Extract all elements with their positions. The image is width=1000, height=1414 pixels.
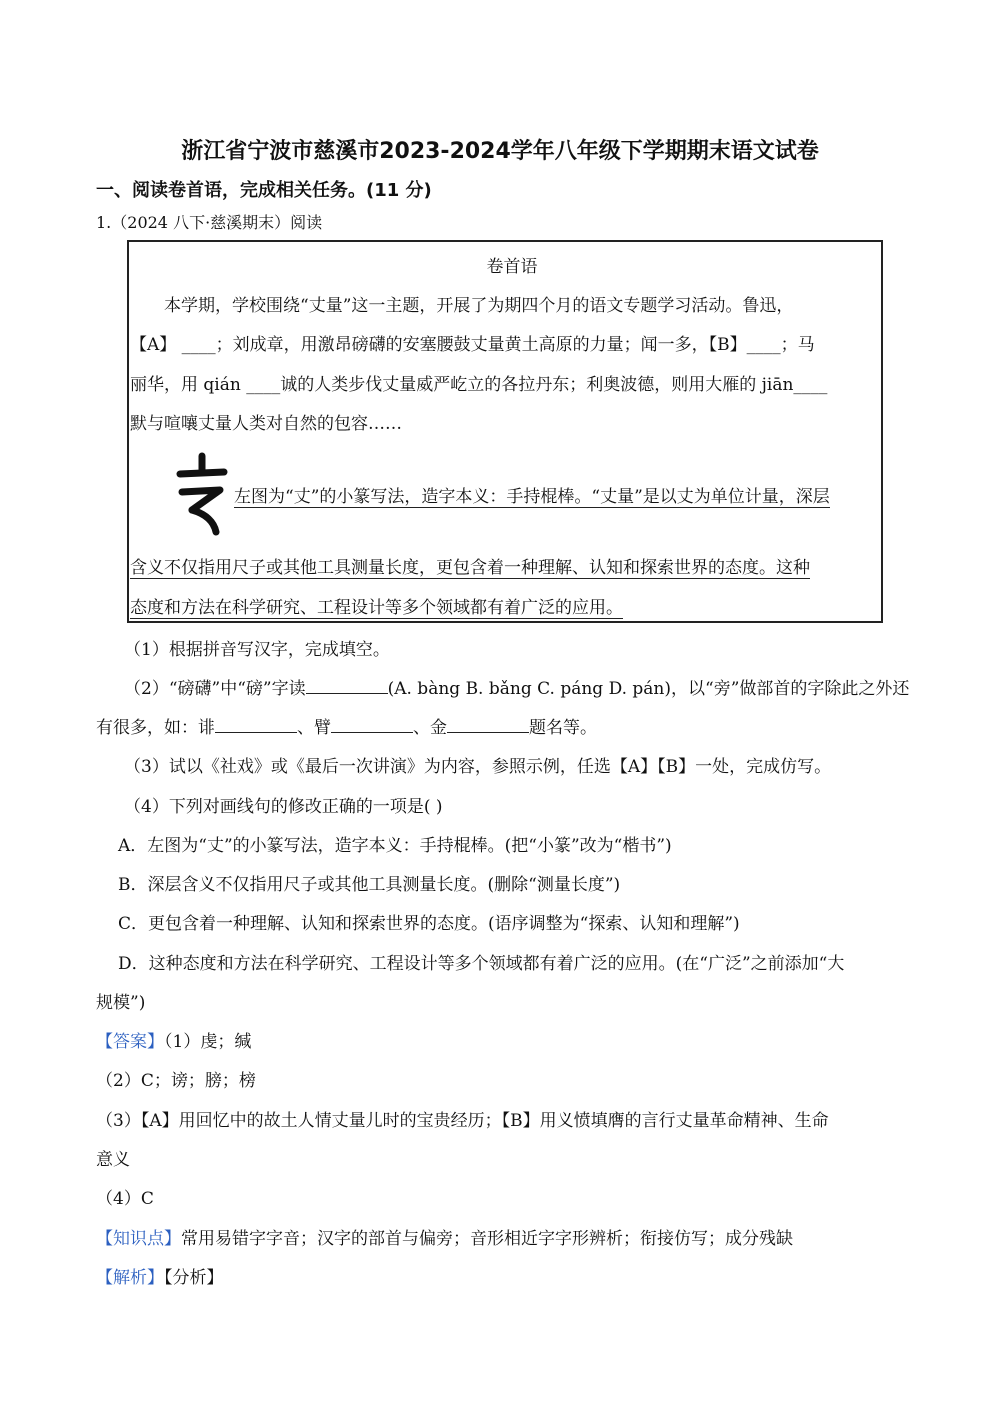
knowledge-text: 常用易错字字音；汉字的部首与偏旁；音形相近字字形辨析；衔接仿写；成分残缺 <box>181 1229 793 1249</box>
answer-4: （4）C <box>96 1189 154 1209</box>
answer-3-continued: 意义 <box>96 1150 130 1170</box>
question-source: （2024 八下·慈溪期末）阅读 <box>111 213 323 232</box>
analysis <box>96 1263 224 1288</box>
answer-blank[interactable] <box>215 716 297 733</box>
q2-text-e: 、金 <box>413 718 447 738</box>
question-number: 1. <box>96 213 112 232</box>
question-header <box>96 210 322 233</box>
passage-line-2: 【A】 ____；刘成章，用激昂磅礴的安塞腰鼓丈量黄土高原的力量；闻一多，【B】____；马 <box>130 335 815 355</box>
knowledge-points <box>96 1224 793 1249</box>
analysis-text: 【分析】 <box>164 1268 224 1288</box>
seal-script-glyph-image <box>172 452 232 536</box>
passage-line-4: 默与喧嚷丈量人类对自然的包容…… <box>130 414 402 434</box>
q2-text-c: 有很多，如：诽 <box>96 718 215 738</box>
subquestion-4: （4）下列对画线句的修改正确的一项是( ) <box>124 797 443 817</box>
underlined-text-3: 态度和方法在科学研究、工程设计等多个领域都有着广泛的应用。 <box>130 598 623 618</box>
answer-blank[interactable] <box>447 716 529 733</box>
underlined-text-2: 含义不仅指用尺子或其他工具测量长度，更包含着一种理解、认知和探索世界的态度。这种 <box>130 558 810 578</box>
subquestion-3: （3）试以《社戏》或《最后一次讲演》为内容，参照示例，任选【A】【B】一处，完成仿写。 <box>124 757 832 777</box>
underlined-sentence-3 <box>130 593 623 618</box>
q2-text-b: (A. bàng B. bǎng C. páng D. pán)，以“旁”做部首的字除此之外还 <box>387 679 910 699</box>
knowledge-label: 【知识点】 <box>96 1229 181 1249</box>
passage-box-title: 卷首语 <box>486 257 538 277</box>
answer-blank[interactable] <box>306 677 388 694</box>
option-d[interactable]: D．这种态度和方法在科学研究、工程设计等多个领域都有着广泛的应用。(在“广泛”之前添加“大 <box>118 954 845 974</box>
subquestion-2-continued <box>96 713 597 738</box>
option-c[interactable]: C．更包含着一种理解、认知和探索世界的态度。(语序调整为“探索、认知和理解”) <box>118 914 740 934</box>
passage-line-1: 本学期，学校围绕“丈量”这一主题，开展了为期四个月的语文专题学习活动。鲁迅， <box>164 296 794 316</box>
subquestion-2 <box>124 674 909 699</box>
subquestion-1: （1）根据拼音写汉字，完成填空。 <box>124 640 390 660</box>
underlined-text-1: 左图为“丈”的小篆写法，造字本义：手持棍棒。“丈量”是以丈为单位计量，深层 <box>234 487 830 507</box>
page-title: 浙江省宁波市慈溪市2023-2024学年八年级下学期期末语文试卷 <box>181 139 819 164</box>
answer-blank[interactable] <box>331 716 413 733</box>
analysis-label: 【解析】 <box>96 1268 164 1288</box>
section-heading: 一、阅读卷首语，完成相关任务。(11 分) <box>96 180 432 201</box>
q2-text-a: （2）“磅礴”中“磅”字读 <box>124 679 306 699</box>
answer-line-1 <box>96 1027 251 1052</box>
option-b[interactable]: B．深层含义不仅指用尺子或其他工具测量长度。(删除“测量长度”) <box>118 875 621 895</box>
answer-2: （2）C；谤；膀；榜 <box>96 1071 256 1091</box>
option-d-continued: 规模”) <box>96 993 146 1013</box>
option-a[interactable]: A．左图为“丈”的小篆写法，造字本义：手持棍棒。(把“小篆”改为“楷书”) <box>118 836 672 856</box>
answer-3: （3）【A】用回忆中的故土人情丈量儿时的宝贵经历；【B】用义愤填膺的言行丈量革命精神、生命 <box>96 1111 829 1131</box>
answer-label: 【答案】 <box>96 1032 164 1052</box>
underlined-sentence-2 <box>130 553 810 578</box>
answer-1: （1）虔；缄 <box>164 1032 252 1052</box>
q2-text-d: 、臂 <box>297 718 331 738</box>
q2-text-f: 题名等。 <box>529 718 597 738</box>
underlined-sentence-1 <box>234 482 830 507</box>
passage-line-3: 丽华，用 qián ____诚的人类步伐丈量威严屹立的各拉丹东；利奥波德，则用大雁的 jiān____ <box>130 375 828 395</box>
